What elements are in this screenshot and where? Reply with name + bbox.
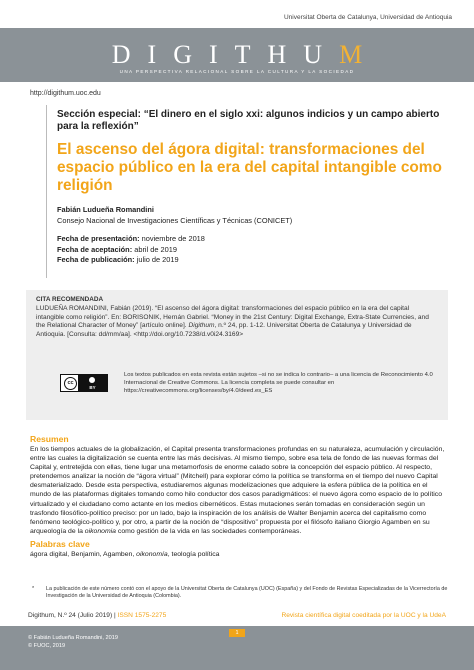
cc-icon: cc — [64, 377, 77, 390]
dates-block — [57, 234, 444, 265]
date-published: Fecha de publicación: julio de 2019 — [57, 254, 179, 264]
by-attribution-icon: BY — [78, 375, 107, 391]
citation-journal: Digithum — [188, 322, 215, 330]
institutions-header: Universitat Oberta de Catalunya, Universidad de Antioquia — [283, 14, 452, 21]
article-title: El ascenso del ágora digital: transformaciones del espacio público en la era del capital intangible como religión — [57, 141, 442, 195]
page-number: 1 — [229, 629, 245, 637]
license-text: Los textos publicados en esta revista están sujetos –si no se indica lo contrario– a una licencia de Reconocimiento 4.0 Internacional de Creative Commons. La licencia completa se puede consultar en https://creativecommons.org/licenses/by/4.0/deed.es_ES — [124, 372, 433, 394]
abstract-section — [30, 434, 450, 559]
citation-box — [26, 290, 448, 420]
keywords-text: ágora digital, Benjamin, Agamben, oikonomía, teología política — [30, 550, 220, 558]
abstract-heading: Resumen — [30, 434, 69, 444]
article-header — [46, 105, 444, 278]
keywords-heading: Palabras clave — [30, 538, 90, 549]
footer-issn: ISSN 1575-2275 — [117, 612, 167, 619]
date-accepted: Fecha de aceptación: abril de 2019 — [57, 244, 177, 254]
journal-url[interactable]: http://digithum.uoc.edu — [30, 90, 101, 97]
journal-banner — [0, 28, 474, 82]
copyright: © Fabián Ludueña Romandini, 2019 © FUOC, 2019 — [28, 635, 118, 650]
license-row — [36, 372, 438, 396]
footnote — [28, 586, 448, 601]
journal-tagline: UNA PERSPECTIVA RELACIONAL SOBRE LA CULTURA Y LA SOCIEDAD — [119, 69, 355, 74]
cc-by-license-icon[interactable] — [60, 374, 108, 392]
person-icon — [89, 377, 95, 383]
footer-bar — [0, 626, 474, 670]
footnote-text: La publicación de este número contó con el apoyo de la Universitat Oberta de Catalunya (UOC) (España) y del Fondo de Revistas Especializadas de la Vicerrectoría de Investigación de la Universidad de Antioquia (Colombia). — [46, 586, 448, 600]
footer-publisher: Revista científica digital coeditada por la UOC y la UdeA — [281, 612, 446, 619]
section-title: Sección especial: “El dinero en el siglo xxi: algunos indicios y un campo abierto para la reflexión” — [57, 109, 440, 133]
date-submitted: Fecha de presentación: noviembre de 2018 — [57, 234, 205, 244]
author-affiliation: Consejo Nacional de Investigaciones Científicas y Técnicas (CONICET) — [57, 216, 293, 226]
footer-issue: Digithum, N.º 24 (Julio 2019) | ISSN 1575-2275 — [28, 612, 167, 619]
abstract-text: En los tiempos actuales de la globalización, el Capital presenta transformaciones profundas en su naturaleza, acumulación y circulación, entre las cuales la digitalización se cuenta entre las más decisivas. Al mismo tiempo, sobre esa tela de fondo de las nuevas formas del Capital y, entretejida con ellas, tiene lugar una metamorfosis de enorme calado sobre la concepción del espacio público. Al respecto, pretendemos analizar la noción de “ágora virtual” (Mitchell) para explorar cómo la política se transforma en el tiempo del nuevo Capital desmaterializado. Desde esta perspectiva, estudiaremos algunas modelizaciones que adquiere la esfera pública de la política en el mundo de las plataformas digitales tomando como hilo conductor dos casos paradigmáticos: el nuevo ágora como espacio de lo político virtualizado y el ciudadano como actante en los medios cibernéticos. Estas mutaciones serán tomadas en consideración según un trasfondo filosófico-político preciso: por un lado, bajo la inspiración de los análisis de Walter Benjamin acerca del capitalismo como fenómeno teológico-político y, por otro, a partir de la noción de “dispositivo” propuesta por el filósofo italiano Giorgio Agamben en su arqueología de la oikonomia como gestión de la vida en las sociedades contemporáneas. — [30, 446, 445, 535]
author-name: Fabián Ludueña Romandini — [57, 205, 154, 215]
journal-logo-highlight: M — [339, 40, 380, 69]
footnote-mark: * — [32, 586, 35, 592]
journal-logo-main: DIGITHU — [111, 40, 340, 69]
citation-label: CITA RECOMENDADA — [36, 296, 104, 303]
citation-text: LUDUEÑA ROMANDINI, Fabián (2019). “El ascenso del ágora digital: transformaciones del espacio público en la era del capital intangible como religión”. En: BORISONIK, Hernán Gabriel. “Money in the 21st Century: Digital Exchange, Extra-State Currencies, and the Relational Character of Money” [artículo online]. Digithum, n.º 24, pp. 1-12. Universitat Oberta de Catalunya y Universidad de Antioquia. [Consulta: dd/mm/aa]. <http://doi.org/10.7238/d.v0i24.3169> — [36, 305, 429, 338]
journal-logo — [0, 40, 474, 70]
